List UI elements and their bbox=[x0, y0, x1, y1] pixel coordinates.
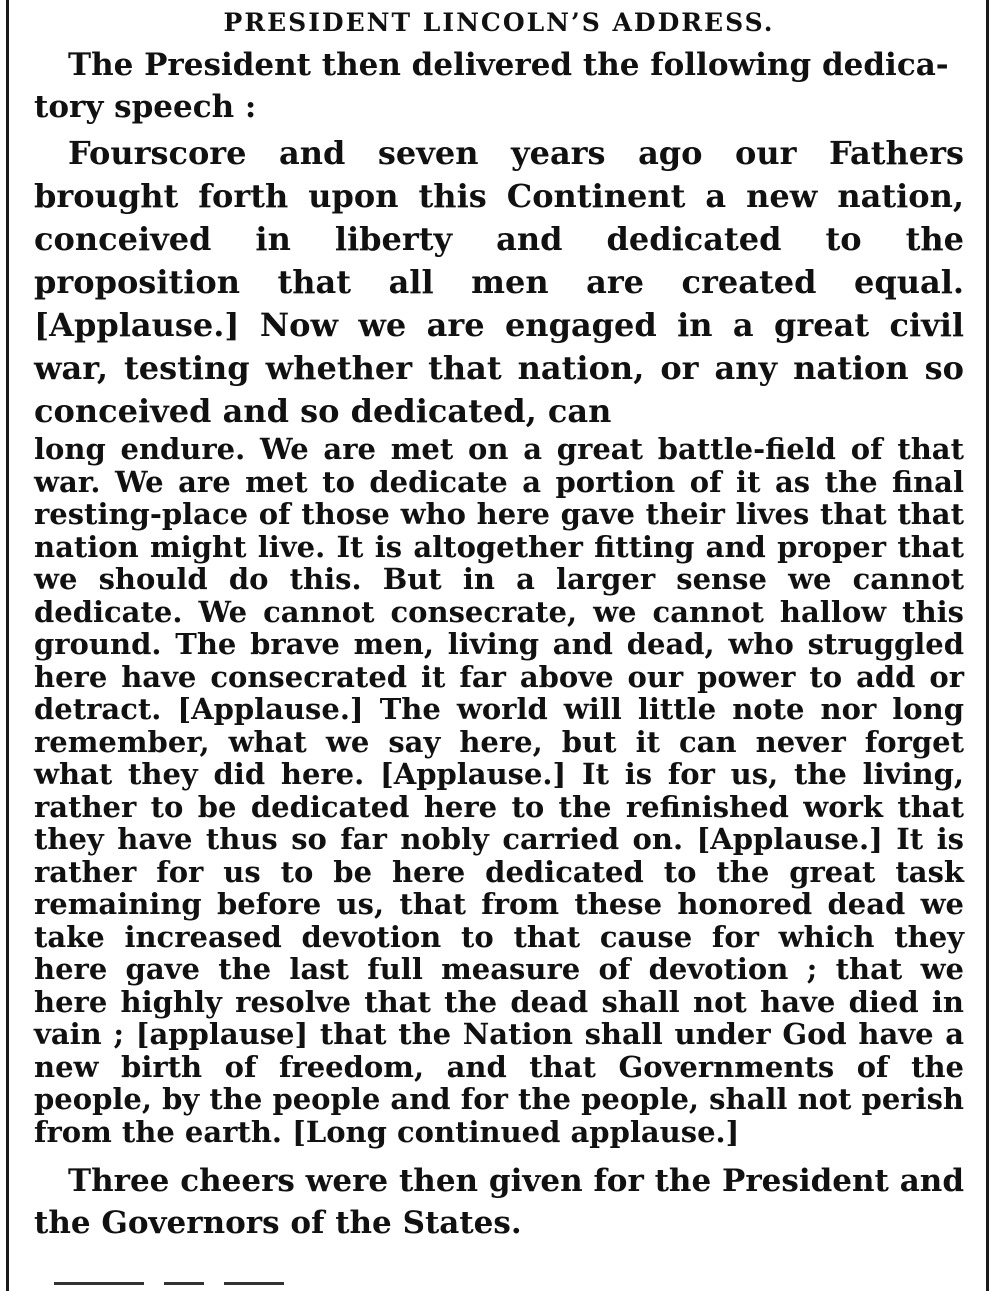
intro-paragraph bbox=[34, 44, 964, 128]
intro-line-1: The President then delivered the following dedica- bbox=[68, 47, 949, 83]
closing-paragraph bbox=[34, 1160, 964, 1244]
column-bottom-fragment bbox=[14, 1276, 980, 1291]
speech-opening-text: Fourscore and seven years ago our Fathers brought forth upon this Continent a new nation, conceived in liberty and dedicated to the proposition that all men are created equal. [Applause.] Now we are engaged in a great civil war, testing whether that nation, or any nation so conceived and so dedicated, can bbox=[34, 134, 964, 430]
speech-body: long endure. We are met on a great battle-field of that war. We are met to dedicate a portion of it as the final resting-place of those who here gave their lives that that nation might live. It is altogether fitting and proper that we should do this. But in a larger sense we cannot dedicate. We cannot consecrate, we cannot hallow this ground. The brave men, living and dead, who struggled here have consecrated it far above our power to add or detract. [Applause.] The world will little note nor long remember, what we say here, but it can never forget what they did here. [Applause.] It is for us, the living, rather to be dedicated here to the refinished work that they have thus so far nobly carried on. [Applause.] It is rather for us to be here dedicated to the great task remaining before us, that from these honored dead we take increased devotion to that cause for which they here gave the last full measure of devotion ; that we here highly resolve that the dead shall not have died in vain ; [applause] that the Nation shall under God have a new birth of freedom, and that Governments of the people, by the people and for the people, shall not perish from the earth. [Long continued applause.] bbox=[34, 432, 964, 1149]
article-heading: PRESIDENT LINCOLN’S ADDRESS. bbox=[223, 8, 775, 37]
column-rule-right bbox=[986, 0, 989, 1291]
closing-text: Three cheers were then given for the President and the Governors of the States. bbox=[34, 1163, 964, 1241]
speech-text bbox=[34, 132, 964, 1148]
intro-line-2: tory speech : bbox=[34, 89, 257, 125]
article bbox=[34, 0, 964, 1244]
column-rule-left bbox=[6, 0, 9, 1291]
newspaper-column bbox=[14, 0, 980, 1291]
speech-opening bbox=[34, 132, 964, 433]
